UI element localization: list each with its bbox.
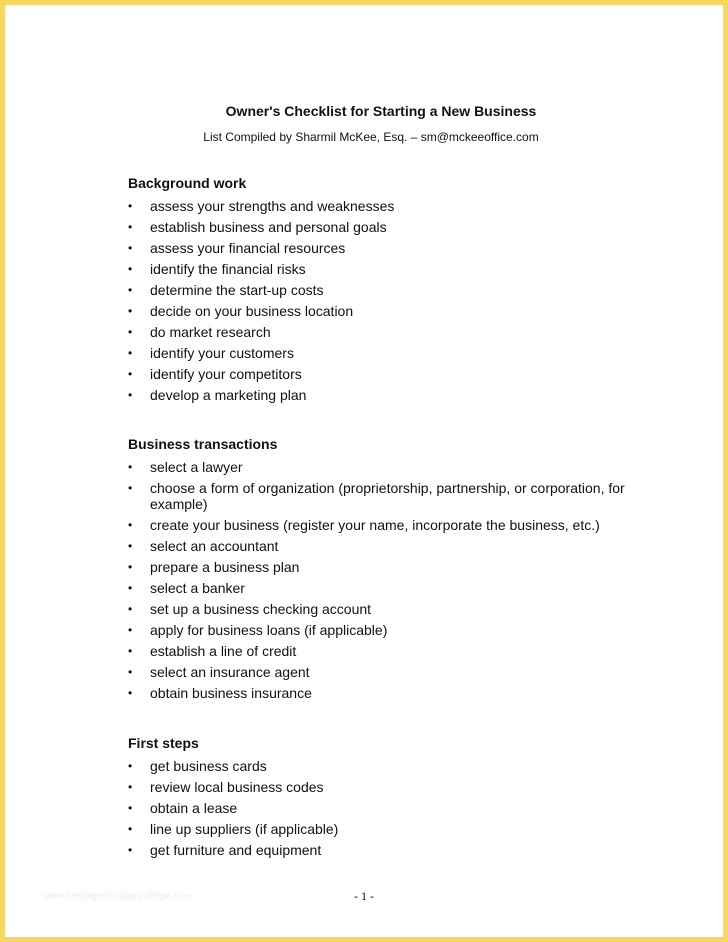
checklist-item — [128, 303, 628, 319]
bullet-icon: • — [128, 367, 133, 381]
checklist-item-text: select an accountant — [150, 538, 279, 554]
checklist-item — [128, 800, 628, 816]
checklist-item — [128, 538, 628, 554]
checklist-item — [128, 324, 628, 340]
checklist-item — [128, 580, 628, 596]
checklist-item — [128, 601, 628, 617]
document-subtitle: List Compiled by Sharmil McKee, Esq. – sm@mckeeoffice.com — [203, 130, 539, 144]
bullet-icon: • — [128, 241, 133, 255]
checklist-item — [128, 345, 628, 361]
bullet-icon: • — [128, 801, 133, 815]
checklist-item-text: identify your competitors — [150, 366, 302, 382]
watermark: www.heritagechristiancollege.com — [42, 891, 193, 902]
checklist-item-text: assess your financial resources — [150, 240, 346, 256]
checklist-item-text: do market research — [150, 324, 271, 340]
checklist-item — [128, 240, 628, 256]
checklist-item-text: set up a business checking account — [150, 601, 372, 617]
bullet-icon: • — [128, 283, 133, 297]
bullet-icon: • — [128, 780, 133, 794]
checklist-item-text: establish business and personal goals — [150, 219, 387, 235]
bullet-icon: • — [128, 481, 133, 495]
checklist-item — [128, 559, 628, 575]
checklist-item-text: develop a marketing plan — [150, 387, 307, 403]
section-heading: First steps — [128, 735, 199, 751]
checklist-item — [128, 643, 628, 659]
checklist-item-text: choose a form of organization (proprietorship, partnership, or corporation, for example) — [150, 480, 625, 512]
bullet-icon: • — [128, 199, 133, 213]
section-heading: Business transactions — [128, 436, 278, 452]
checklist-item — [128, 480, 628, 512]
checklist-item-text: identify the financial risks — [150, 261, 306, 277]
bullet-icon: • — [128, 262, 133, 276]
checklist-item — [128, 387, 628, 403]
checklist-item-text: get business cards — [150, 758, 267, 774]
checklist — [128, 758, 628, 858]
checklist-item — [128, 685, 628, 701]
bullet-icon: • — [128, 304, 133, 318]
checklist-item-text: select a lawyer — [150, 459, 243, 475]
checklist-item — [128, 622, 628, 638]
checklist-item-text: select a banker — [150, 580, 245, 596]
checklist-item — [128, 821, 628, 837]
checklist-item — [128, 779, 628, 795]
checklist-item-text: prepare a business plan — [150, 559, 300, 575]
page-number: - 1 - — [354, 889, 374, 903]
checklist-item — [128, 366, 628, 382]
section-background-work — [128, 174, 628, 408]
checklist-item-text: assess your strengths and weaknesses — [150, 198, 395, 214]
checklist-item-text: apply for business loans (if applicable) — [150, 622, 388, 638]
checklist-item — [128, 219, 628, 235]
checklist-item — [128, 842, 628, 858]
bullet-icon: • — [128, 518, 133, 532]
document-title: Owner's Checklist for Starting a New Business — [225, 103, 537, 119]
checklist-item-text: determine the start-up costs — [150, 282, 324, 298]
checklist-item-text: create your business (register your name, incorporate the business, etc.) — [150, 517, 600, 533]
bullet-icon: • — [128, 460, 133, 474]
checklist-item — [128, 517, 628, 533]
checklist-item — [128, 198, 628, 214]
checklist-item-text: review local business codes — [150, 779, 324, 795]
checklist-item — [128, 758, 628, 774]
checklist — [128, 198, 628, 403]
bullet-icon: • — [128, 665, 133, 679]
document-page — [5, 5, 723, 937]
checklist-item — [128, 282, 628, 298]
checklist-item — [128, 459, 628, 475]
bullet-icon: • — [128, 822, 133, 836]
checklist-item — [128, 261, 628, 277]
section-first-steps — [128, 734, 628, 863]
bullet-icon: • — [128, 325, 133, 339]
checklist-item — [128, 664, 628, 680]
bullet-icon: • — [128, 388, 133, 402]
checklist-item-text: select an insurance agent — [150, 664, 310, 680]
bullet-icon: • — [128, 602, 133, 616]
bullet-icon: • — [128, 686, 133, 700]
checklist-item-text: get furniture and equipment — [150, 842, 322, 858]
bullet-icon: • — [128, 346, 133, 360]
bullet-icon: • — [128, 220, 133, 234]
bullet-icon: • — [128, 560, 133, 574]
section-heading: Background work — [128, 175, 247, 191]
checklist-item-text: establish a line of credit — [150, 643, 297, 659]
checklist-item-text: obtain business insurance — [150, 685, 312, 701]
bullet-icon: • — [128, 623, 133, 637]
bullet-icon: • — [128, 843, 133, 857]
checklist — [128, 459, 628, 701]
bullet-icon: • — [128, 581, 133, 595]
bullet-icon: • — [128, 644, 133, 658]
checklist-item-text: obtain a lease — [150, 800, 238, 816]
bullet-icon: • — [128, 759, 133, 773]
section-business-transactions — [128, 435, 628, 706]
bullet-icon: • — [128, 539, 133, 553]
checklist-item-text: identify your customers — [150, 345, 294, 361]
checklist-item-text: line up suppliers (if applicable) — [150, 821, 339, 837]
checklist-item-text: decide on your business location — [150, 303, 354, 319]
